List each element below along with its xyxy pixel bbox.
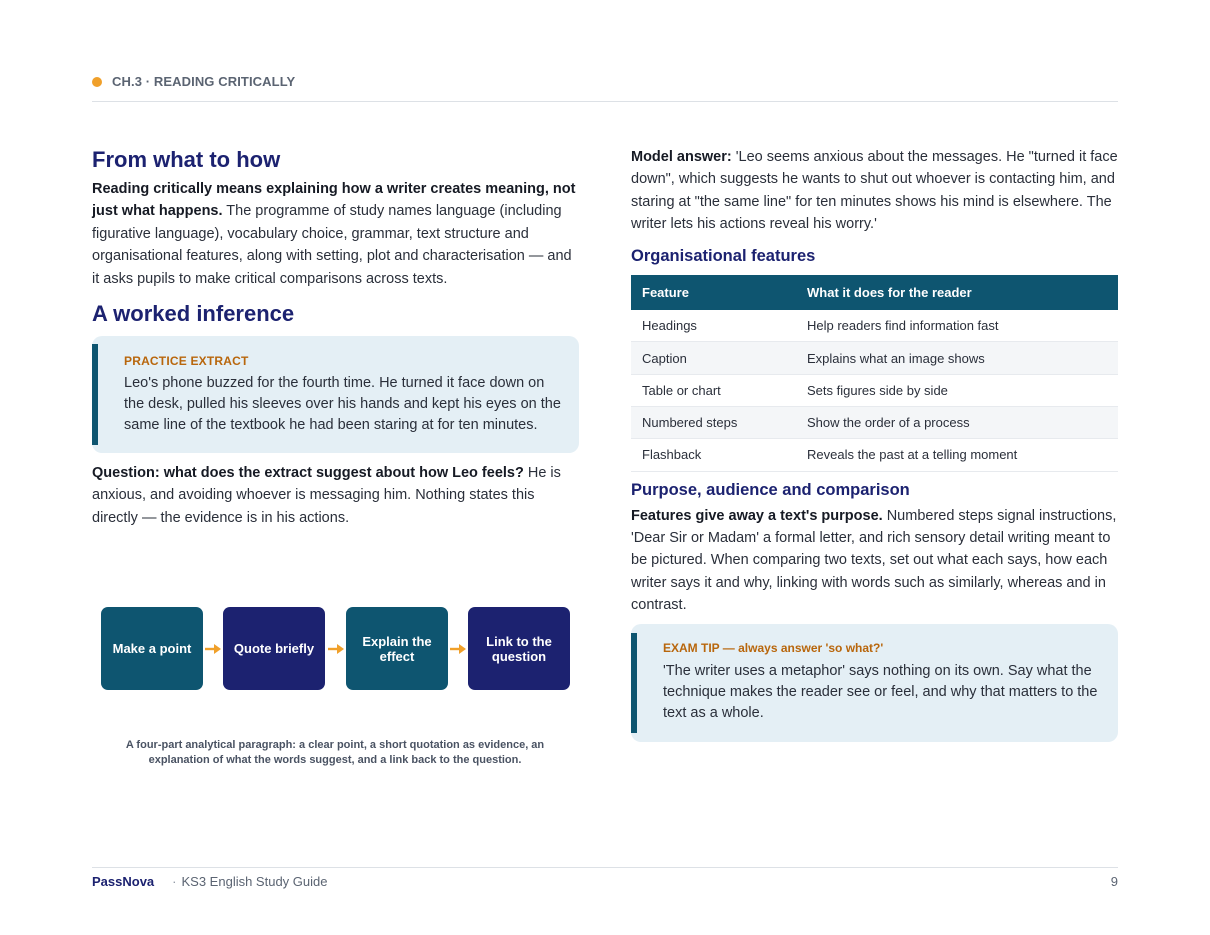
flow-step-explain: Explain the effect — [346, 607, 448, 690]
flow-step-point: Make a point — [101, 607, 203, 690]
arrow-right-icon — [449, 642, 467, 656]
analytical-paragraph-flow — [92, 607, 579, 691]
model-answer-paragraph — [631, 146, 1118, 236]
right-column — [631, 146, 1118, 617]
table-header-row — [631, 275, 1118, 310]
exam-tip-text: 'The writer uses a metaphor' says nothing on its own. Say what the technique makes the reader see or feel, and why that matters to the text as a whole. — [663, 663, 1098, 721]
heading-purpose-audience: Purpose, audience and comparison — [631, 480, 910, 499]
exam-tip-box — [631, 624, 1118, 742]
footer-guide-title: KS3 English Study Guide — [181, 874, 328, 889]
intro-paragraph — [92, 178, 579, 290]
question-answer: He is anxious, and avoiding whoever is messaging him. Nothing states this directly — the evidence is in his actions. — [92, 465, 561, 526]
page-number: 9 — [1110, 874, 1118, 889]
intro-text: The programme of study names language (including figurative language), vocabulary choice, grammar, text structure and organisational features, along with setting, plot and characterisation — and it asks pupils to make critical comparisons across texts. — [92, 203, 572, 287]
table-cell-feature: Caption — [631, 342, 796, 374]
intro-bold: Reading critically means explaining how a writer creates meaning, not just what happens. — [92, 181, 576, 220]
table-cell-feature: Table or chart — [631, 374, 796, 406]
table-cell-feature: Headings — [631, 310, 796, 342]
heading-worked-inference: A worked inference — [92, 301, 295, 327]
chapter-dot-icon — [92, 77, 102, 87]
table-cell-purpose: Sets figures side by side — [796, 374, 1118, 406]
exam-tip-label: EXAM TIP — always answer 'so what?' — [663, 641, 884, 655]
table-row — [631, 439, 1118, 471]
purpose-bold: Features give away a text's purpose. — [631, 507, 883, 524]
practice-extract-box — [92, 336, 579, 453]
flow-caption: A four-part analytical paragraph: a clear point, a short quotation as evidence, an explanation of what the words suggest, and a link back to the question. — [125, 739, 545, 766]
model-answer-label: Model answer: — [631, 149, 732, 165]
table-cell-feature: Flashback — [631, 439, 796, 471]
table-cell-feature: Numbered steps — [631, 407, 796, 439]
running-header — [92, 74, 1118, 102]
arrow-right-icon — [204, 642, 222, 656]
heading-organisational-features: Organisational features — [631, 246, 816, 265]
table-header-purpose: What it does for the reader — [796, 275, 1118, 310]
footer-separator: · — [172, 874, 177, 889]
table-cell-purpose: Explains what an image shows — [796, 342, 1118, 374]
extract-text: Leo's phone buzzed for the fourth time. He turned it face down on the desk, pulled his sleeves over his hands and kept his eyes on the same line of the textbook he had been staring at for ten minutes. — [124, 375, 561, 433]
model-answer-text: 'Leo seems anxious about the messages. He "turned it face down", which suggests he wants to shut out whoever is contacting him, and staring at "the same line" for ten minutes shows his mind is elsewhere. The writer lets his actions reveal his worry.' — [631, 149, 1118, 233]
table-header-feature: Feature — [631, 275, 796, 310]
question-bold: Question: what does the extract suggest about how Leo feels? — [92, 465, 524, 482]
table-row — [631, 374, 1118, 406]
features-table — [631, 275, 1118, 472]
purpose-text: Numbered steps signal instructions, 'Dear Sir or Madam' a formal letter, and rich sensory detail writing meant to be pictured. When comparing two texts, set out what each says, how each writer says it and why, linking with words such as similarly, whereas and in contrast. — [631, 507, 1117, 614]
chapter-label: CH.3 · READING CRITICALLY — [112, 74, 296, 89]
extract-accent-bar — [92, 344, 98, 445]
purpose-paragraph — [631, 505, 1118, 617]
tip-accent-bar — [631, 633, 637, 733]
flow-step-quote: Quote briefly — [223, 607, 325, 690]
table-cell-purpose: Help readers find information fast — [796, 310, 1118, 342]
table-cell-purpose: Show the order of a process — [796, 407, 1118, 439]
footer-brand: PassNova — [92, 874, 155, 889]
left-column — [92, 146, 579, 529]
arrow-right-icon — [327, 642, 345, 656]
page-footer — [92, 867, 1118, 889]
table-row — [631, 342, 1118, 374]
table-row — [631, 407, 1118, 439]
heading-from-what-to-how: From what to how — [92, 147, 281, 172]
question-paragraph — [92, 462, 579, 529]
extract-label: PRACTICE EXTRACT — [124, 354, 249, 369]
flow-step-link: Link to the question — [468, 607, 570, 690]
table-row — [631, 310, 1118, 342]
table-cell-purpose: Reveals the past at a telling moment — [796, 439, 1118, 471]
